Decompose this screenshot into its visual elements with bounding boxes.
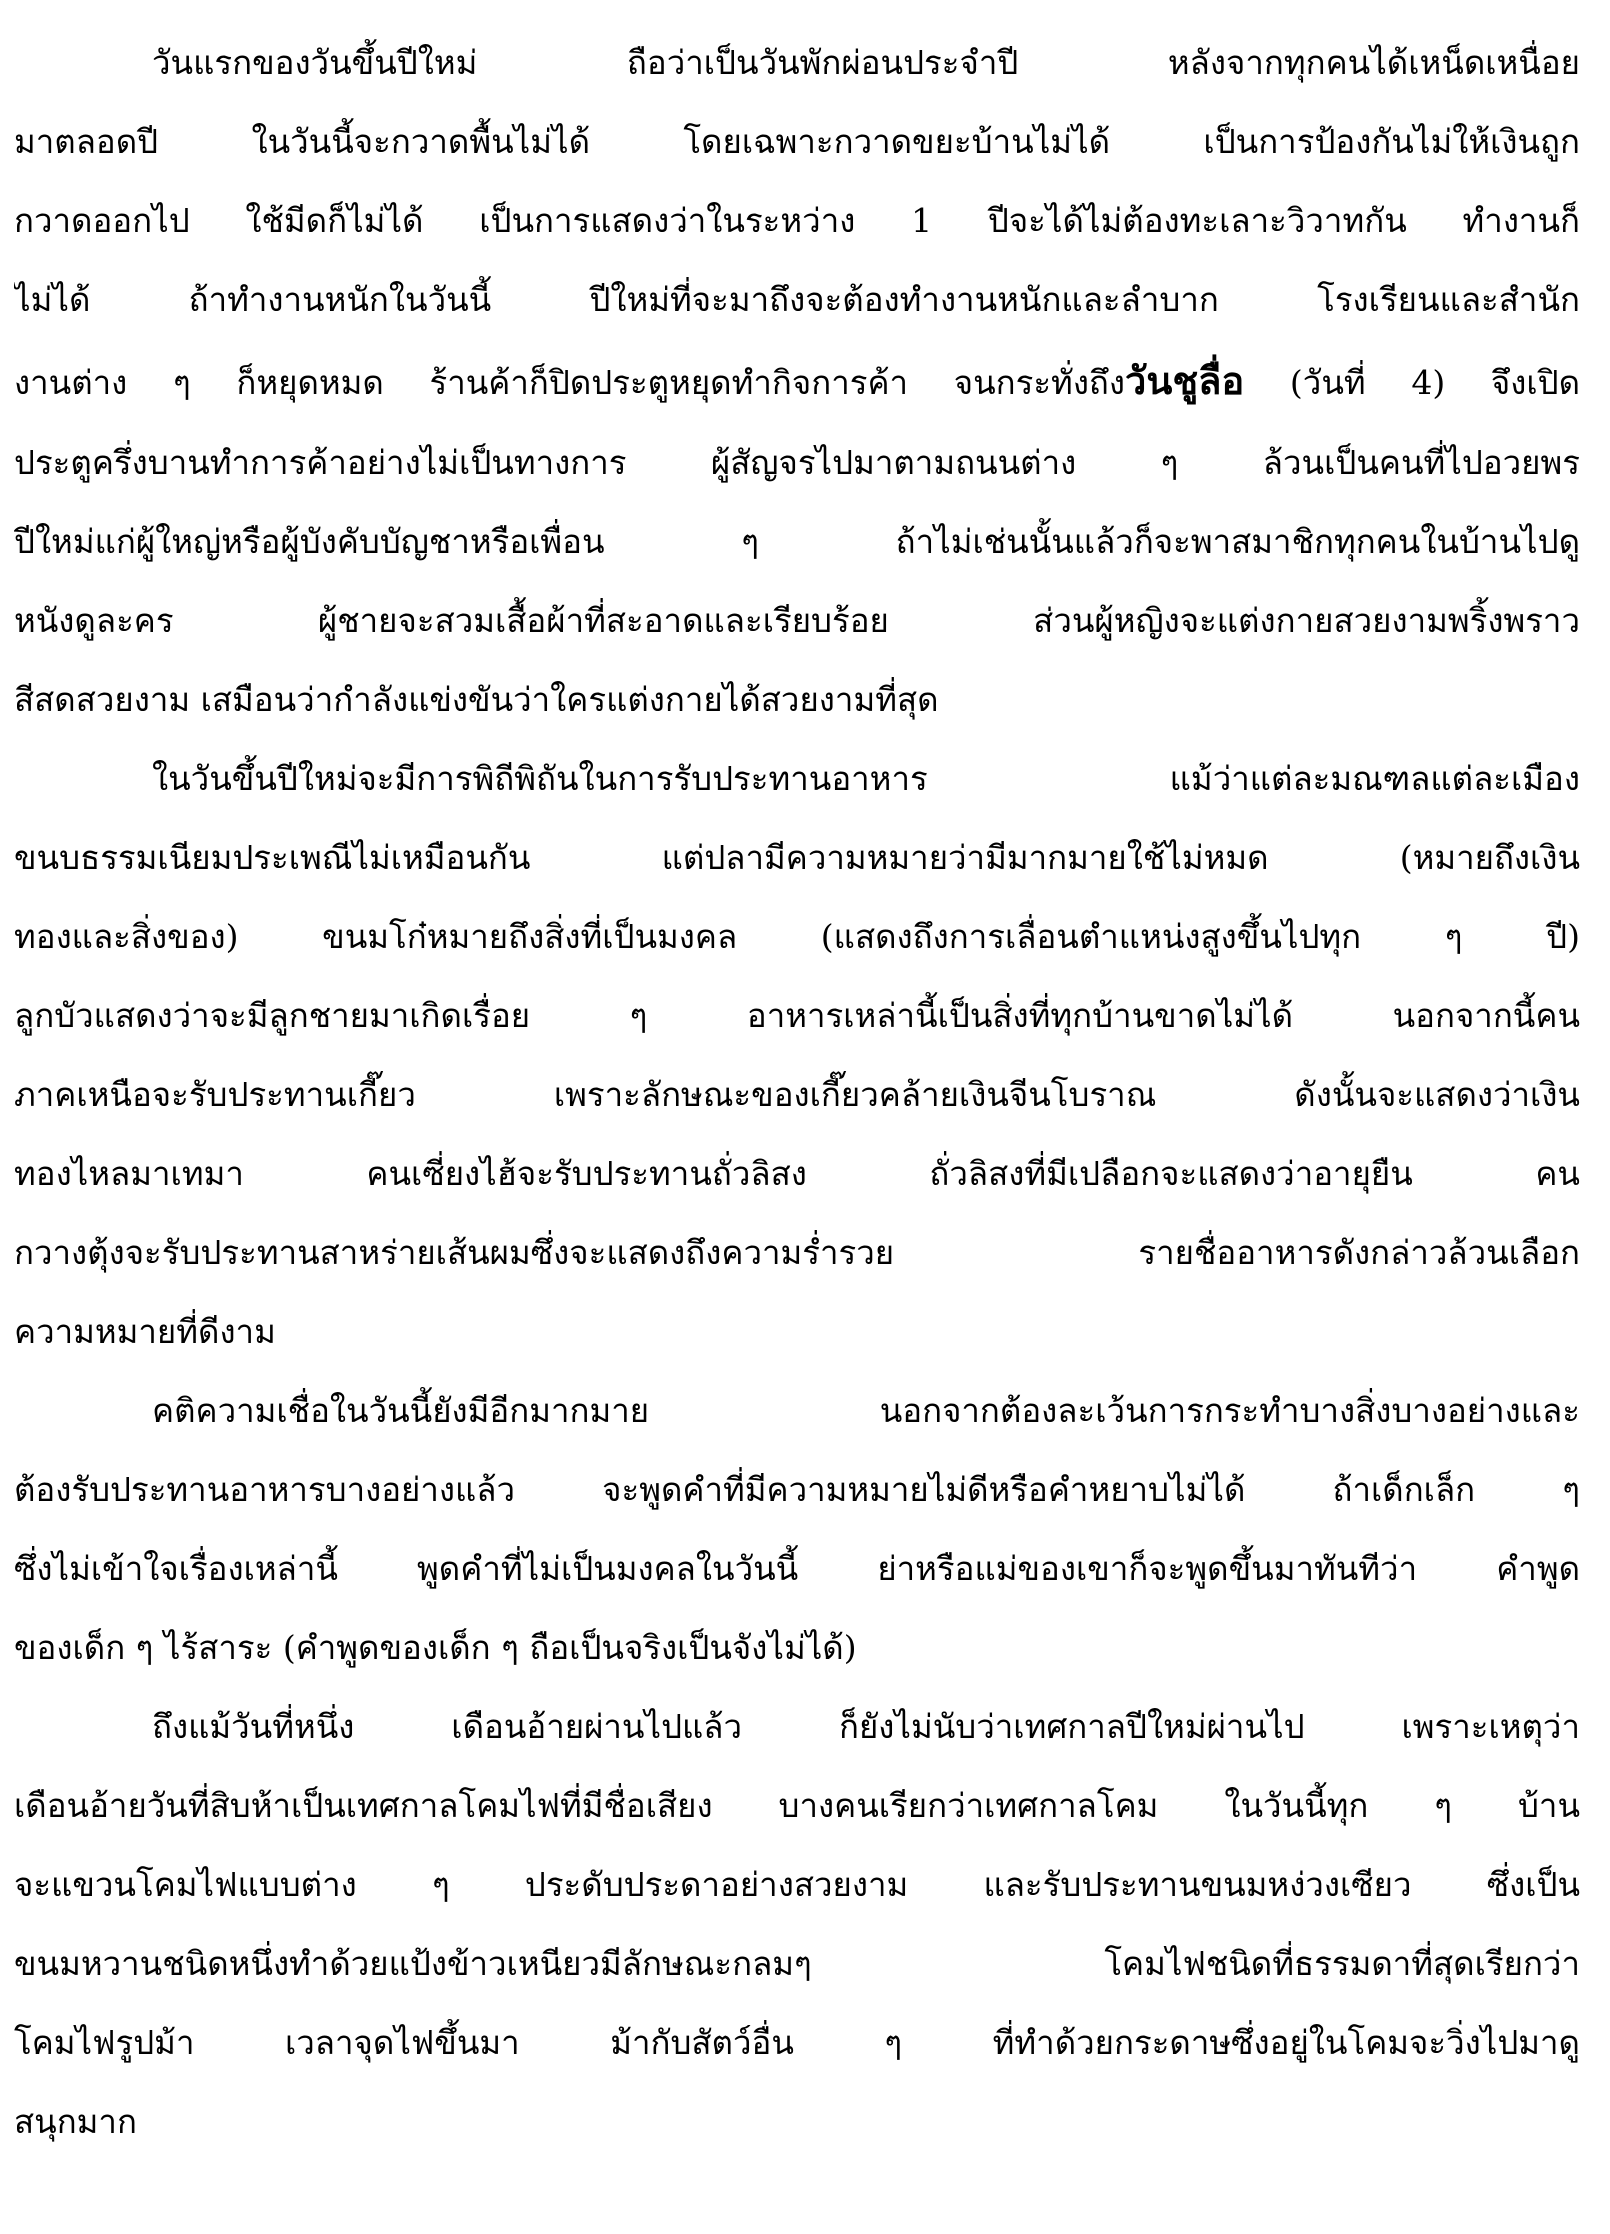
text-line: จะแขวนโคมไฟแบบต่าง ๆ ประดับประดาอย่างสวยงาม และรับประทานขนมหง่วงเซียว ซึ่งเป็น (14, 1865, 1580, 1904)
text-span: งานต่าง ๆ ก็หยุดหมด ร้านค้าก็ปิดประตูหยุดทำกิจการค้า จนกระทั่งถึง (14, 363, 1126, 402)
text-line: ขนมหวานชนิดหนึ่งทำด้วยแป้งข้าวเหนียวมีลักษณะกลมๆ โคมไฟชนิดที่ธรรมดาที่สุดเรียกว่า (14, 1944, 1580, 1983)
text-line: มาตลอดปี ในวันนี้จะกวาดพื้นไม่ได้ โดยเฉพาะกวาดขยะบ้านไม่ได้ เป็นการป้องกันไม่ให้เงินถูก (14, 122, 1580, 161)
text-line: ทองไหลมาเทมา คนเซี่ยงไฮ้จะรับประทานถั่วลิสง ถั่วลิสงที่มีเปลือกจะแสดงว่าอายุยืน คน (14, 1154, 1580, 1193)
text-line: หนังดูละคร ผู้ชายจะสวมเสื้อผ้าที่สะอาดและเรียบร้อย ส่วนผู้หญิงจะแต่งกายสวยงามพริ้งพราว (14, 601, 1580, 640)
text-line: ต้องรับประทานอาหารบางอย่างแล้ว จะพูดคำที่มีความหมายไม่ดีหรือคำหยาบไม่ได้ ถ้าเด็กเล็ก ๆ (14, 1470, 1580, 1509)
text-line: ปีใหม่แก่ผู้ใหญ่หรือผู้บังคับบัญชาหรือเพื่อน ๆ ถ้าไม่เช่นนั้นแล้วก็จะพาสมาชิกทุกคนในบ้านไปดู (14, 522, 1580, 561)
text-line: ขนบธรรมเนียมประเพณีไม่เหมือนกัน แต่ปลามีความหมายว่ามีมากมายใช้ไม่หมด (หมายถึงเงิน (14, 838, 1580, 877)
text-line: คติความเชื่อในวันนี้ยังมีอีกมากมาย นอกจากต้องละเว้นการกระทำบางสิ่งบางอย่างและ (152, 1391, 1580, 1430)
text-line: กวาดออกไป ใช้มีดก็ไม่ได้ เป็นการแสดงว่าในระหว่าง 1 ปีจะได้ไม่ต้องทะเลาะวิวาทกัน ทำงานก็ (14, 201, 1580, 240)
text-span: (วันที่ 4) จึงเปิด (1244, 363, 1580, 402)
text-line: ภาคเหนือจะรับประทานเกี๊ยว เพราะลักษณะของเกี๊ยวคล้ายเงินจีนโบราณ ดังนั้นจะแสดงว่าเงิน (14, 1075, 1580, 1114)
text-line: ในวันขึ้นปีใหม่จะมีการพิถีพิถันในการรับประทานอาหาร แม้ว่าแต่ละมณฑลแต่ละเมือง (152, 759, 1580, 798)
text-line: ความหมายที่ดีงาม (14, 1312, 276, 1351)
text-line: โคมไฟรูปม้า เวลาจุดไฟขึ้นมา ม้ากับสัตว์อื่น ๆ ที่ทำด้วยกระดาษซึ่งอยู่ในโคมจะวิ่งไปมาดู (14, 2023, 1580, 2062)
text-line: กวางตุ้งจะรับประทานสาหร่ายเส้นผมซึ่งจะแสดงถึงความร่ำรวย รายชื่ออาหารดังกล่าวล้วนเลือก (14, 1233, 1580, 1272)
text-line-with-emphasis (14, 342, 1580, 420)
text-line: วันแรกของวันขึ้นปีใหม่ ถือว่าเป็นวันพักผ่อนประจำปี หลังจากทุกคนได้เหน็ดเหนื่อย (152, 43, 1580, 82)
text-line: เดือนอ้ายวันที่สิบห้าเป็นเทศกาลโคมไฟที่มีชื่อเสียง บางคนเรียกว่าเทศกาลโคม ในวันนี้ทุก ๆ บ้าน (14, 1786, 1580, 1825)
text-line: ซึ่งไม่เข้าใจเรื่องเหล่านี้ พูดคำที่ไม่เป็นมงคลในวันนี้ ย่าหรือแม่ของเขาก็จะพูดขึ้นมาทันทีว่า คำพูด (14, 1549, 1580, 1588)
text-line: สนุกมาก (14, 2102, 137, 2141)
text-line: ลูกบัวแสดงว่าจะมีลูกชายมาเกิดเรื่อย ๆ อาหารเหล่านี้เป็นสิ่งที่ทุกบ้านขาดไม่ได้ นอกจากนี้คน (14, 996, 1580, 1035)
emphasized-term: วันชูลื่อ (1125, 358, 1245, 403)
text-line: ถึงแม้วันที่หนึ่ง เดือนอ้ายผ่านไปแล้ว ก็ยังไม่นับว่าเทศกาลปีใหม่ผ่านไป เพราะเหตุว่า (152, 1707, 1580, 1746)
text-line: ของเด็ก ๆ ไร้สาระ (คำพูดของเด็ก ๆ ถือเป็นจริงเป็นจังไม่ได้) (14, 1628, 857, 1667)
text-line: สีสดสวยงาม เสมือนว่ากำลังแข่งขันว่าใครแต่งกายได้สวยงามที่สุด (14, 680, 939, 719)
text-line: ไม่ได้ ถ้าทำงานหนักในวันนี้ ปีใหม่ที่จะมาถึงจะต้องทำงานหนักและลำบาก โรงเรียนและสำนัก (14, 280, 1580, 319)
text-line: ประตูครึ่งบานทำการค้าอย่างไม่เป็นทางการ ผู้สัญจรไปมาตามถนนต่าง ๆ ล้วนเป็นคนที่ไปอวยพร (14, 443, 1580, 482)
text-line: ทองและสิ่งของ) ขนมโก๋หมายถึงสิ่งที่เป็นมงคล (แสดงถึงการเลื่อนตำแหน่งสูงขึ้นไปทุก ๆ ปี) (14, 917, 1580, 956)
